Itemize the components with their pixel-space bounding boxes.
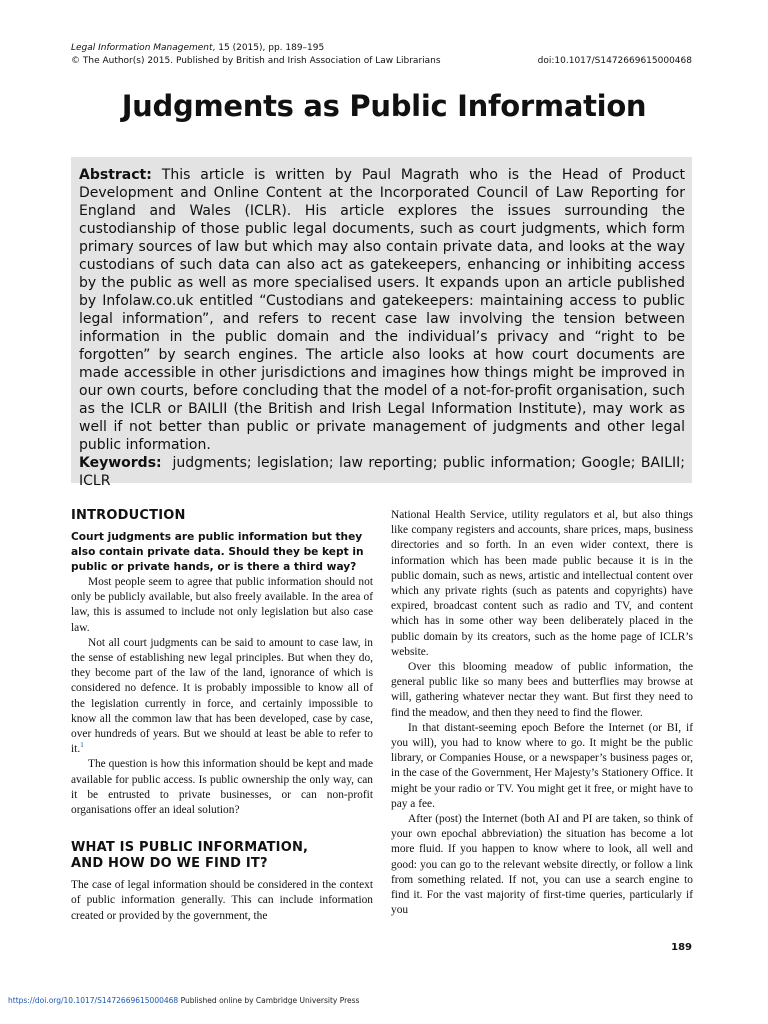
paragraph: In that distant-seeming epoch Before the Internet (or BI, if you will), you had to know where to go. It might be the public library, or Companies House, or a newspaper’s business pages or, in the case of the Government, Her Majesty’s Stationery Office. It might be your radio or TV. You might get it free, or might have to pay a fee. [391, 721, 693, 810]
paragraph: After (post) the Internet (both AI and PI are taken, so think of your own epochal abbreviation) the situation has become a lot more fluid. If you happen to know where to look, all well and good: you can go to the relevant website directly, or follow a link from something related. If not, you can use a search engine to find it. For the vast majority of first-time queries, particularly if you [391, 813, 693, 917]
journal-name: Legal Information Management [71, 43, 213, 53]
paragraph: The question is how this information should be kept and made available for public access. Is public ownership the only way, can it be entrusted to private businesses, or can non-profit organisations offer an ideal solution? [71, 758, 373, 817]
keywords-paragraph [79, 454, 685, 490]
paragraph: Over this blooming meadow of public information, the general public like so many bees and butterflies may browse at will, gathering whatever nectar they want. But first they need to find the meadow, and then they need to find the flower. [391, 661, 693, 719]
article-title: Judgments as Public Information [121, 89, 647, 123]
introduction-heading: INTRODUCTION [71, 508, 186, 523]
doi-header: doi:10.1017/S1472669615000468 [537, 56, 692, 66]
paragraph [71, 636, 373, 758]
left-column [71, 508, 373, 924]
footer [8, 996, 359, 1005]
footnote-link[interactable]: 1 [80, 741, 84, 750]
section-heading-line: WHAT IS PUBLIC INFORMATION, [71, 840, 309, 856]
right-column [391, 508, 693, 918]
citation-detail: , 15 (2015), pp. 189–195 [212, 43, 325, 53]
journal-citation [71, 42, 441, 55]
copyright-line: © The Author(s) 2015. Published by British and Irish Association of Law Librarians [71, 56, 441, 66]
page-number: 189 [671, 942, 692, 953]
abstract-paragraph [79, 166, 685, 454]
doi-link[interactable]: https://doi.org/10.1017/S1472669615000468 [8, 996, 179, 1005]
paragraph: The case of legal information should be considered in the context of public information generally. This can include information created or provided by the government, the [71, 879, 373, 922]
abstract-text: This article is written by Paul Magrath who is the Head of Product Development and Online Content at the Incorporated Council of Law Reporting for England and Wales (ICLR). His article explores the issues surrounding the custodianship of those public legal documents, such as court judgments, which form primary sources of law but which may also contain private data, and looks at the way custodians of such data can also act as gatekeepers, enhancing or inhibiting access by the public as well as more specialised users. It expands upon an article published by Infolaw.co.uk entitled “Custodians and gatekeepers: maintaining access to public legal information”, and refers to recent case law involving the tension between information in the public domain and the individual’s privacy and “right to be forgotten” by search engines. The article also looks at how court documents are made accessible in other jurisdictions and imagines how things might be improved in our own courts, before concluding that the model of a not-for-profit organisation, such as the ICLR or BAILII (the British and Irish Legal Information Institute), may work as well if not better than public or private management of judgments and other legal public information. [79, 167, 686, 453]
paragraph: National Health Service, utility regulators et al, but also things like company registers and accounts, share prices, maps, business directories and so forth. In an even wider context, there is information which has been made public because it is in the public domain, such as news, artistic and intellectual content over which any private rights (such as patents and copyrights) have expired, broadcast content such as radio and TV, and content which has in some other way been deliberately placed in the public domain by its creators, such as the home page of ICLR’s website. [391, 509, 693, 658]
section-heading [71, 840, 373, 872]
footer-text: Published online by Cambridge University Press [178, 996, 360, 1005]
journal-header [71, 42, 441, 68]
abstract-box [71, 157, 692, 489]
keywords-text: judgments; legislation; law reporting; public information; Google; BAILII; ICLR [79, 455, 685, 489]
introduction-lead: Court judgments are public information but they also contain private data. Should they be kept in public or private hands, or is there a third way? [71, 531, 364, 573]
abstract-label: Abstract: [79, 167, 152, 183]
keywords-label: Keywords: [79, 455, 162, 471]
paragraph-text: Not all court judgments can be said to amount to case law, in the sense of establishing new legal principles. But when they do, they become part of the law of the land, ignorance of which is considered no defence. It is probably impossible to know all of the legislation currently in force, and certainly impossible to know all the common law that has been developed, case by case, over hundreds of years. But we should at least be able to refer to it. [71, 636, 373, 756]
section-heading-line: AND HOW DO WE FIND IT? [71, 856, 268, 872]
paragraph: Most people seem to agree that public information should not only be publicly available, but also freely available. In the area of law, this is assumed to include not only legislation but also case law. [71, 576, 373, 634]
